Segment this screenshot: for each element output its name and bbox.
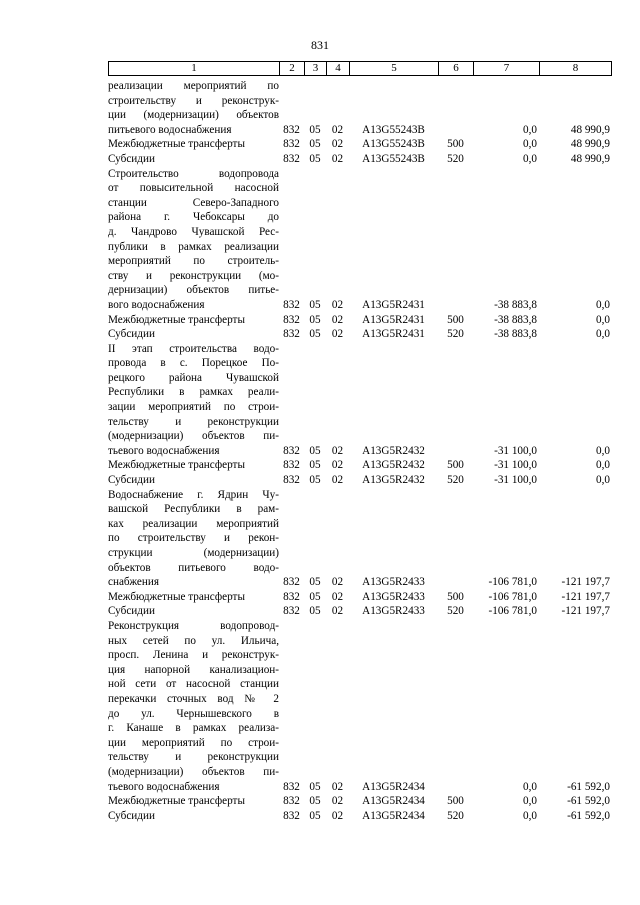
- target-item-code: A13G5R2433: [362, 576, 425, 589]
- admin-code: 832: [283, 313, 300, 326]
- row-name: [108, 458, 279, 473]
- row-name-line: г. Канаше в рамках реализа-: [108, 722, 279, 735]
- row-name: [108, 313, 279, 328]
- amount-col7: -38 883,8: [494, 298, 537, 311]
- section-code: 05: [309, 780, 321, 793]
- subsection-code: 02: [331, 590, 344, 603]
- amount-col7: -106 781,0: [488, 605, 537, 618]
- row-name-line: до ул. Чернышевского в: [108, 707, 279, 720]
- amount-col7: 0,0: [523, 138, 537, 151]
- table-row: [108, 809, 612, 824]
- row-name: [108, 590, 279, 605]
- section-code: 05: [309, 576, 321, 589]
- amount-col8: 0,0: [596, 298, 610, 311]
- subsection-code: 02: [331, 152, 344, 165]
- row-name: [108, 473, 279, 488]
- row-name-line: ной сети от насосной станции: [108, 678, 279, 691]
- table-row: [108, 458, 612, 473]
- amount-col8: 48 990,9: [570, 152, 610, 165]
- row-name-line: объектов питьевого водо-: [108, 561, 279, 574]
- amount-col7: 0,0: [523, 809, 537, 822]
- admin-code: 832: [283, 152, 300, 165]
- admin-code: 832: [283, 123, 300, 136]
- column-header-5: 5: [350, 62, 439, 75]
- table-row: [108, 590, 612, 605]
- column-header-3: 3: [305, 62, 327, 75]
- row-name-line: строительству и реконструк-: [108, 94, 279, 107]
- table-row: [108, 137, 612, 152]
- target-item-code: A13G5R2431: [362, 328, 425, 341]
- row-name-line: реализации мероприятий по: [108, 80, 279, 92]
- section-code: 05: [309, 313, 321, 326]
- column-header-1: 1: [109, 62, 280, 75]
- section-code: 05: [309, 138, 321, 151]
- row-name-line: Межбюджетные трансферты: [108, 590, 245, 603]
- row-name-line: вого водоснабжения: [108, 298, 205, 311]
- amount-col8: 0,0: [596, 444, 610, 457]
- subsection-code: 02: [331, 328, 344, 341]
- table-row: [108, 342, 612, 459]
- target-item-code: A13G55243B: [362, 152, 425, 165]
- subsection-code: 02: [331, 474, 344, 487]
- amount-col8: 0,0: [596, 459, 610, 472]
- table-row: [108, 604, 612, 619]
- admin-code: 832: [283, 605, 300, 618]
- row-name-line: Субсидии: [108, 809, 155, 822]
- row-name-line: струкции (модернизации): [108, 547, 279, 559]
- row-name-line: тельству и реконструкции: [108, 415, 279, 428]
- expense-type-code: 520: [447, 328, 464, 341]
- table-row: [108, 152, 612, 167]
- subsection-code: 02: [331, 444, 344, 457]
- target-item-code: A13G5R2434: [362, 780, 425, 793]
- subsection-code: 02: [331, 138, 344, 151]
- subsection-code: 02: [331, 123, 344, 136]
- row-name: [108, 152, 279, 167]
- admin-code: 832: [283, 780, 300, 793]
- amount-col7: -38 883,8: [494, 328, 537, 341]
- row-name-line: зации мероприятий по строи-: [108, 401, 279, 414]
- amount-col7: -106 781,0: [488, 590, 537, 603]
- column-header-8: 8: [572, 62, 579, 74]
- amount-col7: -31 100,0: [494, 474, 537, 487]
- row-name-line: ции (модернизации) объектов: [108, 109, 279, 122]
- section-code: 05: [309, 298, 321, 311]
- section-code: 05: [309, 590, 321, 603]
- row-name-line: тельству и реконструкции: [108, 751, 279, 764]
- expense-type-code: 500: [447, 795, 464, 808]
- amount-col8: 48 990,9: [570, 123, 610, 136]
- amount-col7: -106 781,0: [488, 576, 537, 589]
- amount-col7: -31 100,0: [494, 459, 537, 472]
- section-code: 05: [309, 809, 321, 822]
- amount-col8: 0,0: [596, 328, 610, 341]
- row-name-line: Субсидии: [108, 474, 155, 487]
- row-name-line: ных сетей по ул. Ильича,: [108, 634, 279, 647]
- amount-col7: 0,0: [523, 123, 537, 136]
- row-name: [108, 137, 279, 152]
- row-name: [108, 342, 279, 459]
- row-name: [108, 604, 279, 619]
- row-name-line: Строительство водопровода: [108, 167, 279, 180]
- row-name-line: просп. Ленина и реконструк-: [108, 649, 279, 662]
- row-name-line: тьевого водоснабжения: [108, 444, 220, 457]
- admin-code: 832: [283, 809, 300, 822]
- expense-type-code: 520: [447, 809, 464, 822]
- row-name-line: Межбюджетные трансферты: [108, 313, 245, 326]
- admin-code: 832: [283, 474, 300, 487]
- expense-type-code: 500: [447, 313, 464, 326]
- amount-col7: 0,0: [523, 152, 537, 165]
- table-row: [108, 327, 612, 342]
- row-name-line: Водоснабжение г. Ядрин Чу-: [108, 488, 279, 501]
- subsection-code: 02: [331, 313, 344, 326]
- row-name-line: Субсидии: [108, 605, 155, 618]
- target-item-code: A13G5R2433: [362, 605, 425, 618]
- amount-col8: -61 592,0: [567, 809, 610, 822]
- subsection-code: 02: [331, 298, 344, 311]
- budget-table-body: [108, 79, 612, 823]
- amount-col8: -61 592,0: [567, 780, 610, 793]
- section-code: 05: [309, 152, 321, 165]
- target-item-code: A13G5R2431: [362, 298, 425, 311]
- section-code: 05: [309, 444, 321, 457]
- amount-col8: -121 197,7: [561, 576, 610, 589]
- table-row: [108, 167, 612, 313]
- row-name-line: от повысительной насосной: [108, 182, 279, 195]
- target-item-code: A13G5R2432: [362, 459, 425, 472]
- section-code: 05: [309, 474, 321, 487]
- target-item-code: A13G5R2432: [362, 474, 425, 487]
- amount-col8: 0,0: [596, 313, 610, 326]
- row-name-line: мероприятий по строитель-: [108, 255, 279, 268]
- row-name: [108, 327, 279, 342]
- subsection-code: 02: [331, 605, 344, 618]
- admin-code: 832: [283, 590, 300, 603]
- amount-col8: -61 592,0: [567, 795, 610, 808]
- row-name-line: тьевого водоснабжения: [108, 780, 220, 793]
- section-code: 05: [309, 123, 321, 136]
- expense-type-code: 520: [447, 474, 464, 487]
- page-number: 831: [311, 38, 329, 52]
- section-code: 05: [309, 605, 321, 618]
- admin-code: 832: [283, 138, 300, 151]
- subsection-code: 02: [331, 795, 344, 808]
- amount-col8: 48 990,9: [570, 138, 610, 151]
- row-name-line: ству и реконструкции (мо-: [108, 269, 279, 282]
- row-name-line: станции Северо-Западного: [108, 196, 279, 209]
- column-header-6: 6: [439, 62, 474, 75]
- row-name-line: Межбюджетные трансферты: [108, 459, 245, 472]
- row-name-line: Субсидии: [108, 152, 155, 165]
- row-name-line: Межбюджетные трансферты: [108, 795, 245, 808]
- row-name-line: д. Чандрово Чувашской Рес-: [108, 225, 279, 238]
- target-item-code: A13G5R2434: [362, 795, 425, 808]
- table-row: [108, 488, 612, 590]
- row-name-line: (модернизации) объектов пи-: [108, 430, 279, 443]
- column-header-2: 2: [280, 62, 305, 75]
- amount-col8: -121 197,7: [561, 590, 610, 603]
- table-row: [108, 79, 612, 137]
- row-name-line: ции мероприятий по строи-: [108, 736, 279, 749]
- target-item-code: A13G55243B: [362, 138, 425, 151]
- target-item-code: A13G5R2434: [362, 809, 425, 822]
- table-row: [108, 473, 612, 488]
- amount-col7: -31 100,0: [494, 444, 537, 457]
- admin-code: 832: [283, 576, 300, 589]
- row-name-line: публики в рамках реализации: [108, 240, 279, 253]
- row-name-line: II этап строительства водо-: [108, 342, 279, 355]
- row-name: [108, 794, 279, 809]
- admin-code: 832: [283, 444, 300, 457]
- amount-col7: 0,0: [523, 780, 537, 793]
- expense-type-code: 520: [447, 605, 464, 618]
- target-item-code: A13G5R2432: [362, 444, 425, 457]
- row-name-line: по строительству и рекон-: [108, 532, 279, 545]
- section-code: 05: [309, 795, 321, 808]
- row-name: [108, 619, 279, 794]
- amount-col8: -121 197,7: [561, 605, 610, 618]
- row-name-line: вашской Республики в рам-: [108, 503, 279, 516]
- amount-col7: -38 883,8: [494, 313, 537, 326]
- row-name-line: рецкого района Чувашской: [108, 371, 279, 384]
- row-name-line: (модернизации) объектов пи-: [108, 765, 279, 778]
- row-name-line: дернизации) объектов питье-: [108, 284, 279, 297]
- subsection-code: 02: [331, 809, 344, 822]
- row-name-line: Республики в рамках реали-: [108, 386, 279, 399]
- row-name: [108, 809, 279, 824]
- amount-col7: 0,0: [523, 795, 537, 808]
- row-name-line: ках реализации мероприятий: [108, 517, 279, 530]
- table-row: [108, 619, 612, 794]
- row-name-line: питьевого водоснабжения: [108, 123, 232, 136]
- table-row: [108, 794, 612, 809]
- target-item-code: A13G55243B: [362, 123, 425, 136]
- column-header-4: 4: [327, 62, 350, 75]
- subsection-code: 02: [331, 459, 344, 472]
- expense-type-code: 500: [447, 459, 464, 472]
- table-header: [108, 61, 612, 76]
- expense-type-code: 520: [447, 152, 464, 165]
- amount-col8: 0,0: [596, 474, 610, 487]
- expense-type-code: 500: [447, 590, 464, 603]
- row-name-line: Субсидии: [108, 328, 155, 341]
- row-name: [108, 79, 279, 137]
- admin-code: 832: [283, 298, 300, 311]
- section-code: 05: [309, 328, 321, 341]
- row-name-line: провода в с. Порецкое По-: [108, 357, 279, 370]
- target-item-code: A13G5R2431: [362, 313, 425, 326]
- row-name-line: ция напорной канализацион-: [108, 663, 279, 676]
- row-name-line: снабжения: [108, 576, 159, 589]
- row-name: [108, 488, 279, 590]
- table-row: [108, 313, 612, 328]
- expense-type-code: 500: [447, 138, 464, 151]
- row-name: [108, 167, 279, 313]
- row-name-line: Реконструкция водопровод-: [108, 619, 279, 632]
- admin-code: 832: [283, 328, 300, 341]
- row-name-line: Межбюджетные трансферты: [108, 138, 245, 151]
- admin-code: 832: [283, 459, 300, 472]
- section-code: 05: [309, 459, 321, 472]
- row-name-line: перекачки сточных вод № 2: [108, 692, 279, 705]
- subsection-code: 02: [331, 576, 344, 589]
- target-item-code: A13G5R2433: [362, 590, 425, 603]
- subsection-code: 02: [331, 780, 344, 793]
- admin-code: 832: [283, 795, 300, 808]
- row-name-line: района г. Чебоксары до: [108, 211, 279, 224]
- column-header-7: 7: [474, 62, 540, 75]
